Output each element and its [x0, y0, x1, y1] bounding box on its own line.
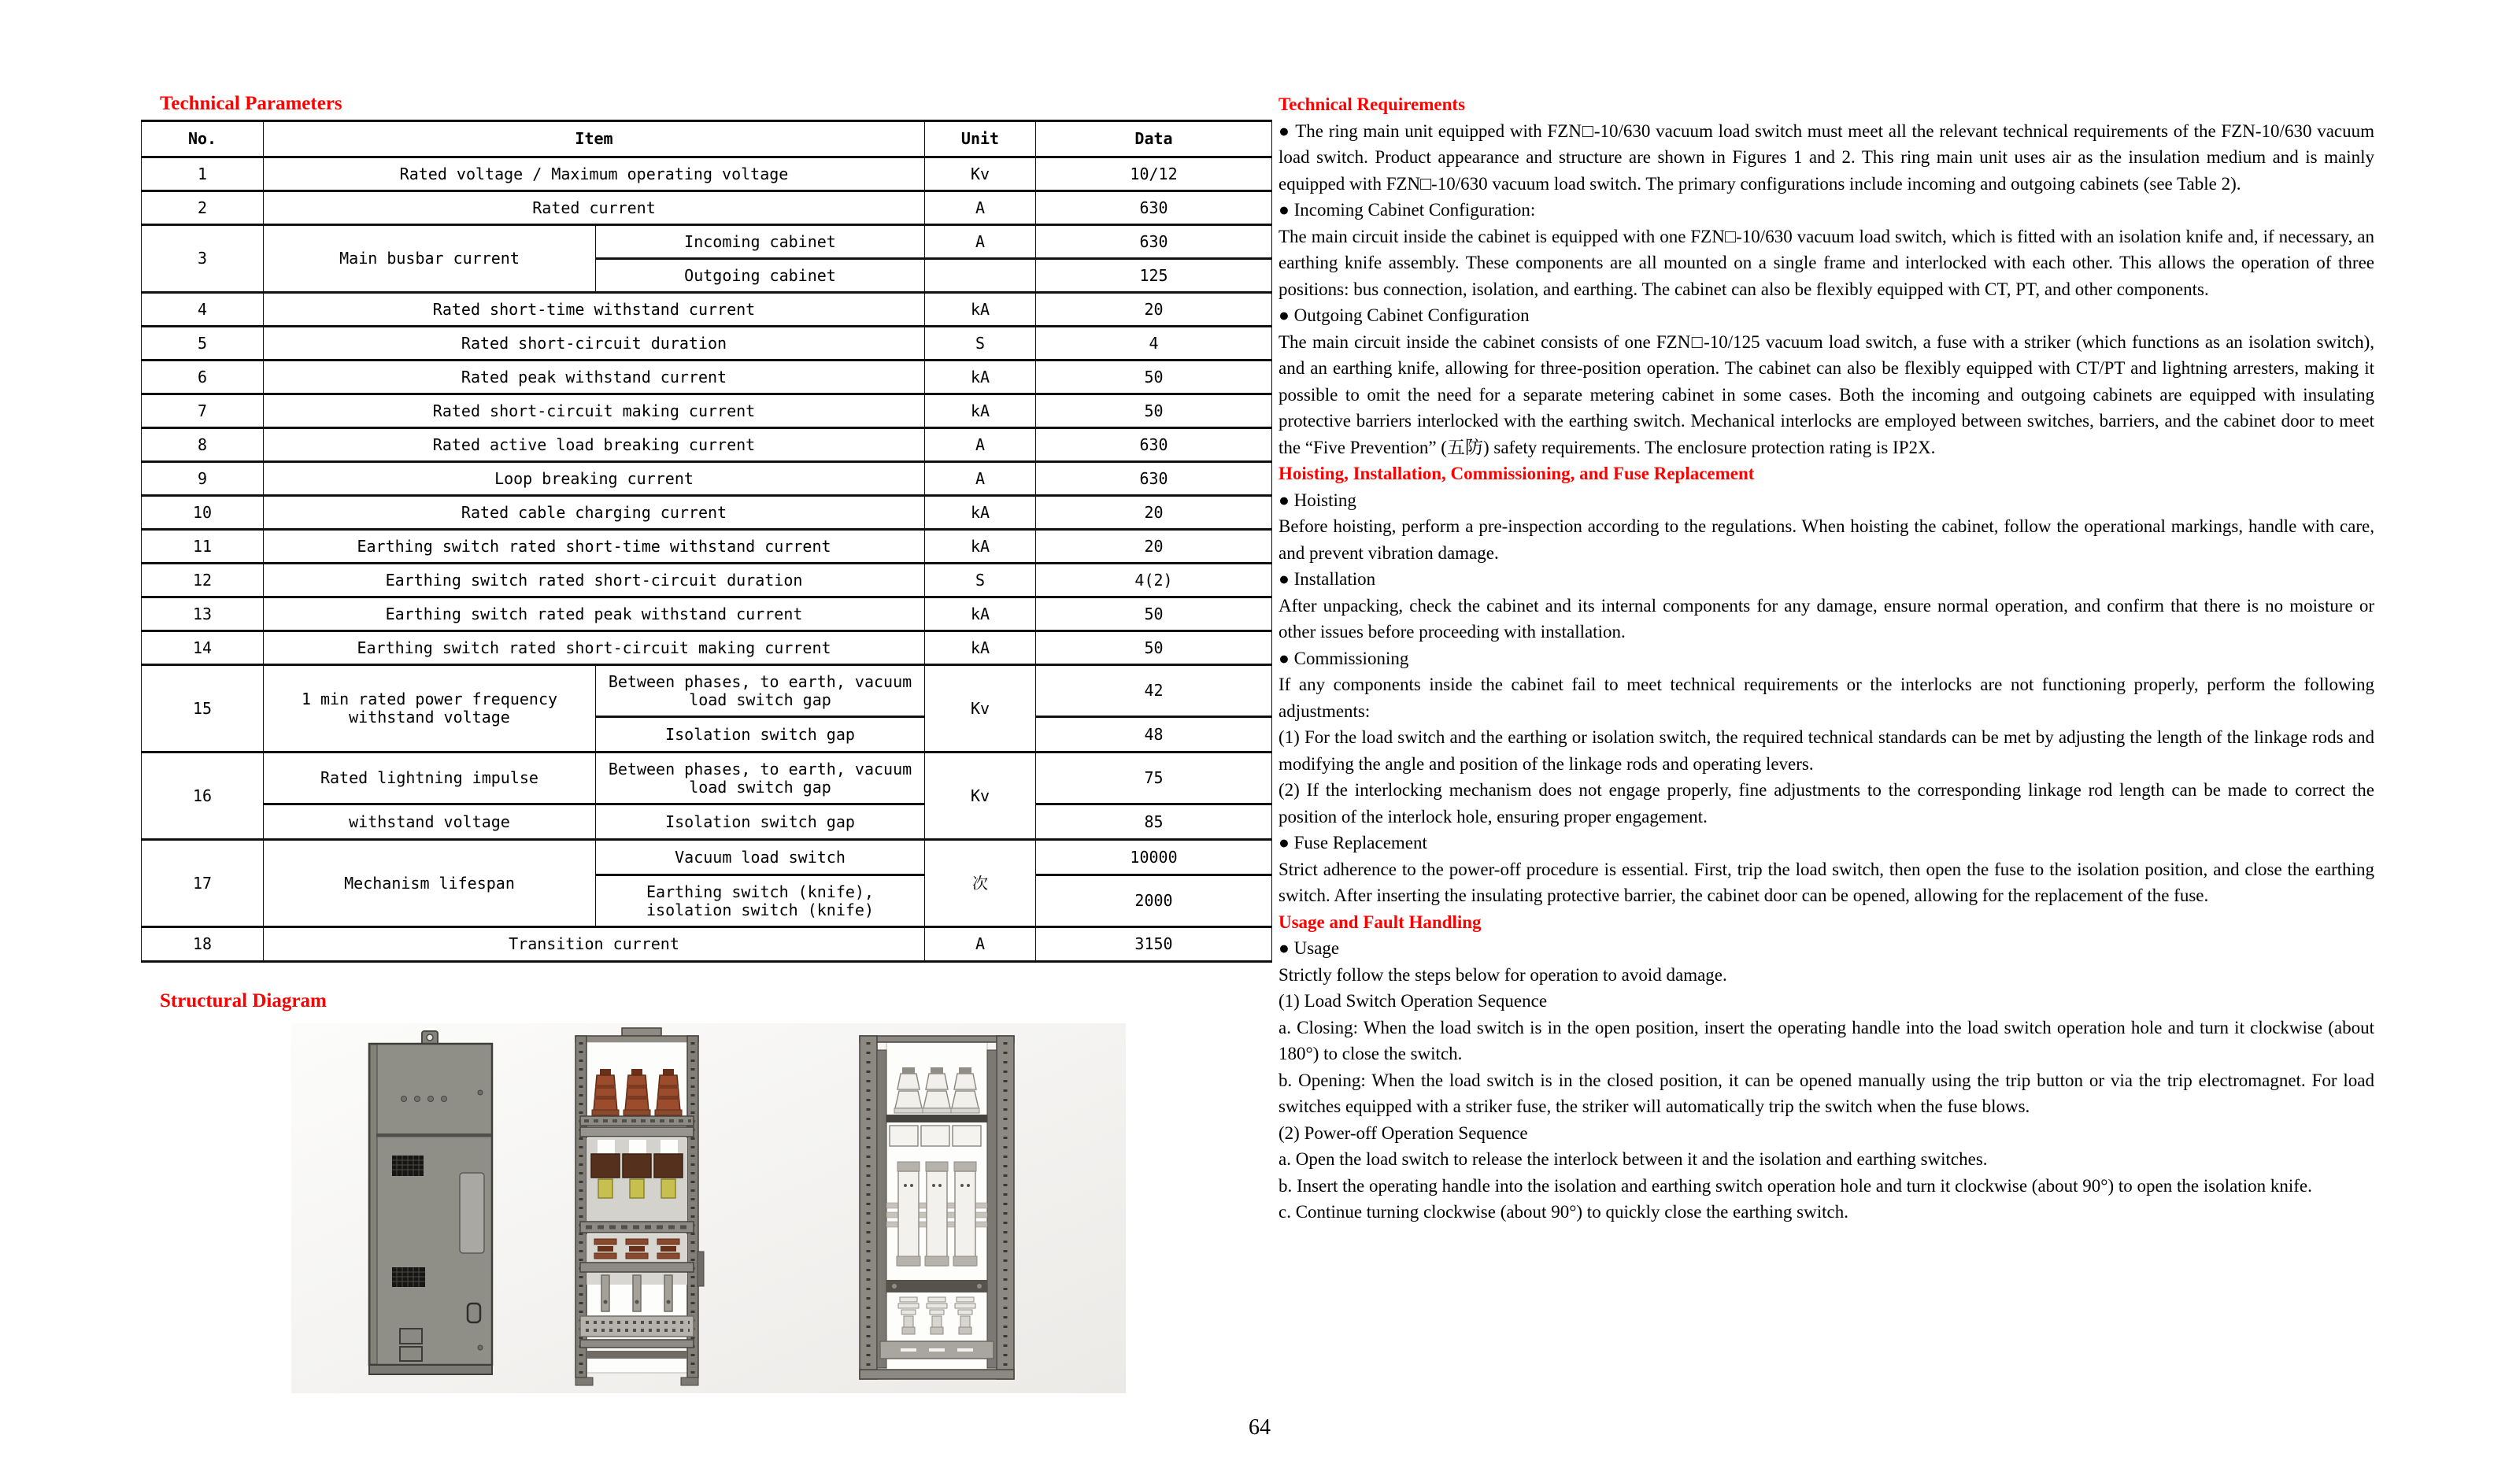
paragraph: Strict adherence to the power-off procedure is essential. First, trip the load switch, then open the fuse to the isolation position, and close the earthing switch. After inserting the insulating protective barrier, the cabinet door can be opened, allowing for the replacement of the fuse.	[1279, 859, 2374, 905]
table-row	[142, 293, 1272, 327]
cell: Transition current	[264, 927, 925, 962]
cell: kA	[925, 530, 1036, 564]
cabinet-exterior-view	[369, 1031, 492, 1374]
section-technical-requirements	[1279, 91, 2374, 460]
cell: kA	[925, 631, 1036, 665]
cell: 10	[142, 496, 264, 530]
cell: Between phases, to earth, vacuum load switch gap	[596, 753, 925, 804]
table-row	[142, 631, 1272, 665]
cell: Rated voltage / Maximum operating voltage	[264, 157, 925, 191]
cell: Rated lightning impulse	[264, 753, 596, 804]
table-row	[142, 804, 1272, 840]
cell: Rated short-circuit making current	[264, 394, 925, 428]
table-row	[142, 394, 1272, 428]
table-row	[142, 840, 1272, 875]
cell: Rated cable charging current	[264, 496, 925, 530]
cell: Earthing switch rated short-circuit duration	[264, 564, 925, 597]
table-row	[142, 530, 1272, 564]
paragraph: b. Insert the operating handle into the isolation and earthing switch operation hole and turn it clockwise (about 90°) to open the isolation knife.	[1279, 1175, 2312, 1196]
cell: Isolation switch gap	[596, 717, 925, 753]
cell: 75	[1036, 753, 1272, 804]
cell: 13	[142, 597, 264, 631]
cell: Earthing switch rated peak withstand current	[264, 597, 925, 631]
header-item: Item	[264, 121, 925, 157]
table-row	[142, 753, 1272, 804]
table-header-row	[142, 121, 1272, 157]
cell: Kv	[925, 157, 1036, 191]
cell: Rated active load breaking current	[264, 428, 925, 462]
cell: 2	[142, 191, 264, 225]
paragraph: The main circuit inside the cabinet consists of one FZN□-10/125 vacuum load switch, a fuse with a striker (which functions as an isolation switch), and an earthing knife, allowing for three-position operation. The cabinet can also be flexibly equipped with CT/PT and lightning arresters, making it possible to omit the need for a separate metering cabinet in some cases. Both the incoming and outgoing cabinets are equipped with insulating protective barriers interlocked with the earthing switch. Mechanical interlocks are employed between switches, barriers, and the cabinet door to meet the “Five Prevention” (五防) safety requirements. The enclosure protection rating is IP2X.	[1279, 331, 2374, 457]
cell: 1	[142, 157, 264, 191]
cell: A	[925, 191, 1036, 225]
cabinet-internal-view-incoming	[575, 1028, 704, 1385]
cell: kA	[925, 597, 1036, 631]
cell: 11	[142, 530, 264, 564]
cell: kA	[925, 496, 1036, 530]
cabinet-internal-view-outgoing	[860, 1036, 1014, 1379]
cell: 2000	[1036, 875, 1272, 927]
cell: 次	[925, 840, 1036, 927]
paragraph: b. Opening: When the load switch is in the closed position, it can be opened manually using the trip button or via the trip electromagnet. For load switches equipped with a striker fuse, the striker will automatically trip the switch when the fuse blows.	[1279, 1070, 2374, 1116]
cell: Rated short-time withstand current	[264, 293, 925, 327]
cell: 4	[1036, 327, 1272, 361]
paragraph: c. Continue turning clockwise (about 90°) to quickly close the earthing switch.	[1279, 1202, 1848, 1222]
cell: Vacuum load switch	[596, 840, 925, 875]
cell: Rated peak withstand current	[264, 361, 925, 394]
paragraph: (1) Load Switch Operation Sequence	[1279, 991, 1548, 1011]
cell: Rated current	[264, 191, 925, 225]
cell: 14	[142, 631, 264, 665]
cell: Main busbar current	[264, 225, 596, 293]
header-data: Data	[1036, 121, 1272, 157]
cell: Outgoing cabinet	[596, 259, 925, 293]
cell: 18	[142, 927, 264, 962]
cell: 4	[142, 293, 264, 327]
section-heading: Hoisting, Installation, Commissioning, and Fuse Replacement	[1279, 464, 1755, 483]
table-row	[142, 927, 1272, 962]
paragraph: ● The ring main unit equipped with FZN□-10/630 vacuum load switch must meet all the relevant technical requirements of the FZN-10/630 vacuum load switch. Product appearance and structure are shown in Figures 1 and 2. This ring main unit uses air as the insulation medium and is mainly equipped with FZN□-10/630 vacuum load switch. The primary configurations include incoming and outgoing cabinets (see Table 2).	[1279, 120, 2374, 194]
paragraph: ● Installation	[1279, 569, 1376, 589]
cell	[925, 259, 1036, 293]
technical-parameters-table	[141, 120, 1272, 963]
table-row	[142, 225, 1272, 259]
cell: kA	[925, 394, 1036, 428]
section-heading: Usage and Fault Handling	[1279, 912, 1482, 932]
cell: 85	[1036, 804, 1272, 840]
structural-diagram-image	[291, 1023, 1126, 1393]
cell: 50	[1036, 361, 1272, 394]
cell: 50	[1036, 394, 1272, 428]
cell: 1 min rated power frequency withstand voltage	[264, 665, 596, 753]
table-row	[142, 462, 1272, 496]
paragraph: (1) For the load switch and the earthing or isolation switch, the required technical standards can be met by adjusting the length of the linkage rods and modifying the angle and position of the linkage rods and operating levers.	[1279, 727, 2374, 774]
section-heading: Technical Requirements	[1279, 94, 1466, 114]
cell: 630	[1036, 225, 1272, 259]
cell: Earthing switch (knife), isolation switch (knife)	[596, 875, 925, 927]
paragraph: ● Fuse Replacement	[1279, 833, 1427, 852]
cell: 630	[1036, 462, 1272, 496]
cell: 6	[142, 361, 264, 394]
paragraph: Before hoisting, perform a pre-inspection according to the regulations. When hoisting the cabinet, follow the operational markings, handle with care, and prevent vibration damage.	[1279, 516, 2374, 563]
cell: A	[925, 462, 1036, 496]
cell: 8	[142, 428, 264, 462]
cell: Between phases, to earth, vacuum load switch gap	[596, 665, 925, 717]
paragraph: ● Usage	[1279, 938, 1340, 958]
paragraph: a. Closing: When the load switch is in the open position, insert the operating handle into the load switch operation hole and turn it clockwise (about 180°) to close the switch.	[1279, 1017, 2374, 1063]
cell: 15	[142, 665, 264, 753]
cell: Earthing switch rated short-time withstand current	[264, 530, 925, 564]
right-text-column	[1279, 91, 2374, 1226]
table-row	[142, 191, 1272, 225]
paragraph: ● Hoisting	[1279, 490, 1356, 510]
cell: 4(2)	[1036, 564, 1272, 597]
table-row	[142, 496, 1272, 530]
header-no: No.	[142, 121, 264, 157]
cell: withstand voltage	[264, 804, 596, 840]
cell: Loop breaking current	[264, 462, 925, 496]
cell: kA	[925, 361, 1036, 394]
cell: 50	[1036, 597, 1272, 631]
paragraph: Strictly follow the steps below for operation to avoid damage.	[1279, 964, 1727, 985]
cell: S	[925, 327, 1036, 361]
cell: Mechanism lifespan	[264, 840, 596, 927]
cell: Kv	[925, 753, 1036, 840]
cell: Incoming cabinet	[596, 225, 925, 259]
table-row	[142, 361, 1272, 394]
cell: 17	[142, 840, 264, 927]
table-row	[142, 564, 1272, 597]
cell: Kv	[925, 665, 1036, 753]
paragraph: After unpacking, check the cabinet and its internal components for any damage, ensure normal operation, and confirm that there is no moisture or other issues before proceeding with installation.	[1279, 595, 2374, 642]
cell: 20	[1036, 496, 1272, 530]
cell: A	[925, 428, 1036, 462]
cell: 5	[142, 327, 264, 361]
cell: A	[925, 927, 1036, 962]
paragraph: ● Incoming Cabinet Configuration:	[1279, 200, 1536, 220]
structural-diagram-title: Structural Diagram	[160, 990, 327, 1011]
cell: kA	[925, 293, 1036, 327]
cell: 20	[1036, 293, 1272, 327]
table-row	[142, 157, 1272, 191]
cell: 3	[142, 225, 264, 293]
table-row	[142, 597, 1272, 631]
cell: 48	[1036, 717, 1272, 753]
paragraph: (2) Power-off Operation Sequence	[1279, 1122, 1528, 1143]
cell: 20	[1036, 530, 1272, 564]
technical-parameters-title: Technical Parameters	[160, 93, 342, 114]
table-row	[142, 327, 1272, 361]
cell: 12	[142, 564, 264, 597]
cell: S	[925, 564, 1036, 597]
cell: A	[925, 225, 1036, 259]
cell: 9	[142, 462, 264, 496]
section-hoisting-installation	[1279, 460, 2374, 909]
cell: 10000	[1036, 840, 1272, 875]
paragraph: The main circuit inside the cabinet is equipped with one FZN□-10/630 vacuum load switch, which is fitted with an isolation knife and, if necessary, an earthing knife assembly. These components are all mounted on a single frame and interlocked with each other. This allows the operation of three positions: bus connection, isolation, and earthing. The cabinet can also be flexibly equipped with CT, PT, and other components.	[1279, 226, 2374, 299]
cell: 42	[1036, 665, 1272, 717]
paragraph: ● Outgoing Cabinet Configuration	[1279, 305, 1530, 325]
cell: Rated short-circuit duration	[264, 327, 925, 361]
cell: 3150	[1036, 927, 1272, 962]
table-row	[142, 428, 1272, 462]
section-usage-fault-handling	[1279, 909, 2374, 1226]
cell: 630	[1036, 428, 1272, 462]
cell: 10/12	[1036, 157, 1272, 191]
cell: Earthing switch rated short-circuit making current	[264, 631, 925, 665]
table-row	[142, 665, 1272, 717]
paragraph: ● Commissioning	[1279, 648, 1409, 668]
cell: Isolation switch gap	[596, 804, 925, 840]
cell: 16	[142, 753, 264, 840]
cell: 125	[1036, 259, 1272, 293]
cell: 7	[142, 394, 264, 428]
paragraph: a. Open the load switch to release the interlock between it and the isolation and earthing switches.	[1279, 1149, 1988, 1169]
cell: 50	[1036, 631, 1272, 665]
paragraph: If any components inside the cabinet fail to meet technical requirements or the interlocks are not functioning properly, perform the following adjustments:	[1279, 675, 2374, 721]
paragraph: (2) If the interlocking mechanism does not engage properly, fine adjustments to the corresponding linkage rod length can be made to correct the position of the interlock hole, ensuring proper engagement.	[1279, 780, 2374, 826]
cell: 630	[1036, 191, 1272, 225]
page-number: 64	[1249, 1415, 1271, 1440]
header-unit: Unit	[925, 121, 1036, 157]
